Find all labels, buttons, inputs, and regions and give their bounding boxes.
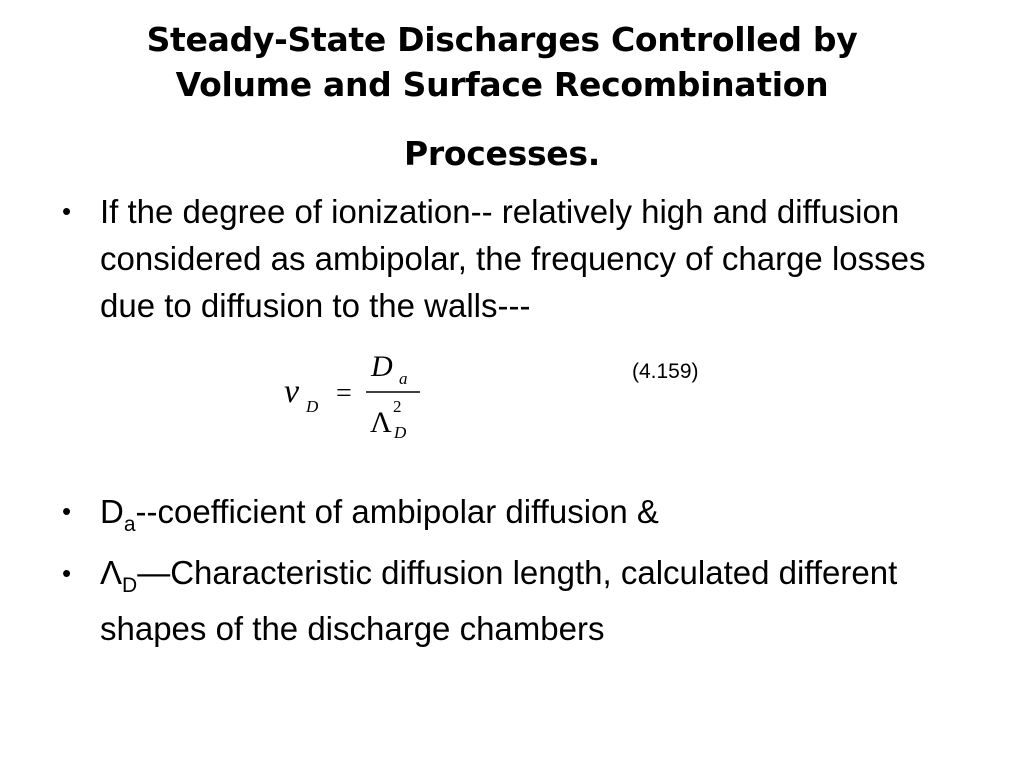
equation-denominator-symbol: Λ	[370, 406, 392, 439]
bullet-text: If the degree of ionization-- relatively high and diffusion considered as ambipolar, the frequency of charge losses due to diffusion to the walls---	[100, 193, 926, 324]
equation-equals-sign: =	[336, 378, 352, 409]
bullet-marker: •	[62, 558, 72, 588]
bullet-item-diffusion-length	[62, 545, 970, 657]
equation-denominator-superscript: 2	[393, 397, 402, 416]
equation-formula	[270, 340, 440, 450]
subscript-a: a	[123, 513, 136, 536]
symbol-d: D	[100, 493, 124, 530]
bullet-text: —Characteristic diffusion length, calculated different shapes of the discharge chambers	[100, 554, 898, 647]
equation-number: (4.159)	[632, 360, 699, 383]
equation-numerator-symbol: D	[371, 350, 393, 383]
equation-numerator-subscript: a	[399, 369, 408, 388]
equation-lhs-subscript: D	[306, 397, 319, 416]
bullet-marker: •	[62, 496, 72, 526]
bullet-text: --coefficient of ambipolar diffusion &	[135, 493, 659, 530]
bullet-marker: •	[62, 196, 72, 226]
slide-title-line-2: Volume and Surface Recombination	[175, 65, 829, 104]
slide-title-line-1: Steady-State Discharges Controlled by	[146, 20, 858, 59]
bullet-item-ionization	[62, 188, 970, 329]
subscript-d: D	[122, 574, 138, 597]
bullet-item-ambipolar-coefficient	[62, 488, 970, 536]
symbol-lambda: Λ	[100, 554, 123, 591]
slide-title-line-3: Processes.	[404, 134, 600, 173]
equation-denominator-subscript: D	[394, 423, 407, 442]
equation-lhs-symbol: ν	[284, 373, 300, 410]
